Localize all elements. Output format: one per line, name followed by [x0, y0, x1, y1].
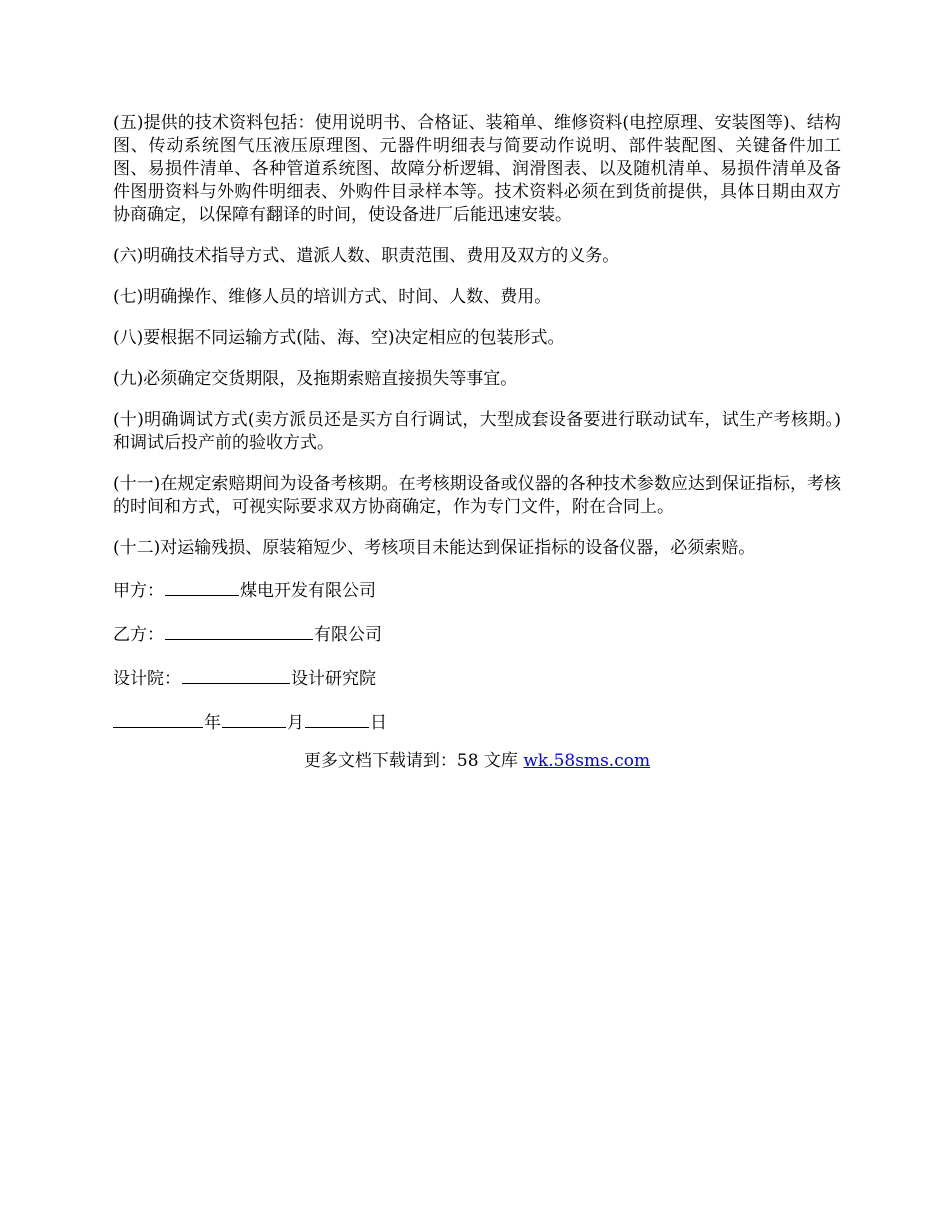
- paragraph-11: (十一)在规定索赔期间为设备考核期。在考核期设备或仪器的各种技术参数应达到保证指标，考核的时间和方式，可视实际要求双方协商确定，作为专门文件，附在合同上。: [113, 474, 841, 517]
- paragraph-7: (七)明确操作、维修人员的培训方式、时间、人数、费用。: [113, 287, 552, 307]
- paragraph-6: (六)明确技术指导方式、遣派人数、职责范围、费用及双方的义务。: [113, 246, 620, 266]
- year-blank: [113, 710, 203, 728]
- party-b-label: 乙方：: [113, 625, 164, 645]
- date-line: [113, 710, 841, 735]
- year-label: 年: [204, 713, 221, 733]
- party-a-blank: [165, 578, 239, 596]
- party-b-suffix: 有限公司: [314, 625, 382, 645]
- paragraph-12: (十二)对运输残损、原装箱短少、考核项目未能达到保证指标的设备仪器，必须索赔。: [113, 538, 756, 558]
- party-b-signature: [113, 622, 841, 647]
- institute-suffix: 设计研究院: [291, 669, 376, 689]
- institute-blank: [182, 666, 290, 684]
- footer-link[interactable]: wk.58sms.com: [523, 751, 651, 771]
- institute-signature: [113, 666, 841, 691]
- paragraph-8: (八)要根据不同运输方式(陆、海、空)决定相应的包装形式。: [113, 328, 565, 348]
- paragraph-10: (十)明确调试方式(卖方派员还是买方自行调试，大型成套设备要进行联动试车，试生产考核期。)和调试后投产前的验收方式。: [113, 410, 841, 453]
- party-a-signature: [113, 578, 841, 603]
- month-blank: [222, 710, 286, 728]
- day-label: 日: [370, 713, 387, 733]
- party-a-suffix: 煤电开发有限公司: [240, 581, 376, 601]
- day-blank: [305, 710, 369, 728]
- party-a-label: 甲方：: [113, 581, 164, 601]
- paragraph-5: (五)提供的技术资料包括：使用说明书、合格证、装箱单、维修资料(电控原理、安装图等)、结构图、传动系统图气压液压原理图、元器件明细表与简要动作说明、部件装配图、关键备件加工图、易损件清单、各种管道系统图、故障分析逻辑、润滑图表、以及随机清单、易损件清单及备件图册资料与外购件明细表、外购件目录样本等。技术资料必须在到货前提供，具体日期由双方协商确定，以保障有翻译的时间，使设备进厂后能迅速安装。: [113, 113, 841, 225]
- institute-label: 设计院：: [113, 669, 181, 689]
- footer-text: 更多文档下载请到：58 文库: [303, 751, 524, 771]
- paragraph-9: (九)必须确定交货期限，及拖期索赔直接损失等事宜。: [113, 369, 518, 389]
- footer: [113, 750, 841, 773]
- month-label: 月: [287, 713, 304, 733]
- document-body: [113, 112, 841, 773]
- party-b-blank: [165, 622, 313, 640]
